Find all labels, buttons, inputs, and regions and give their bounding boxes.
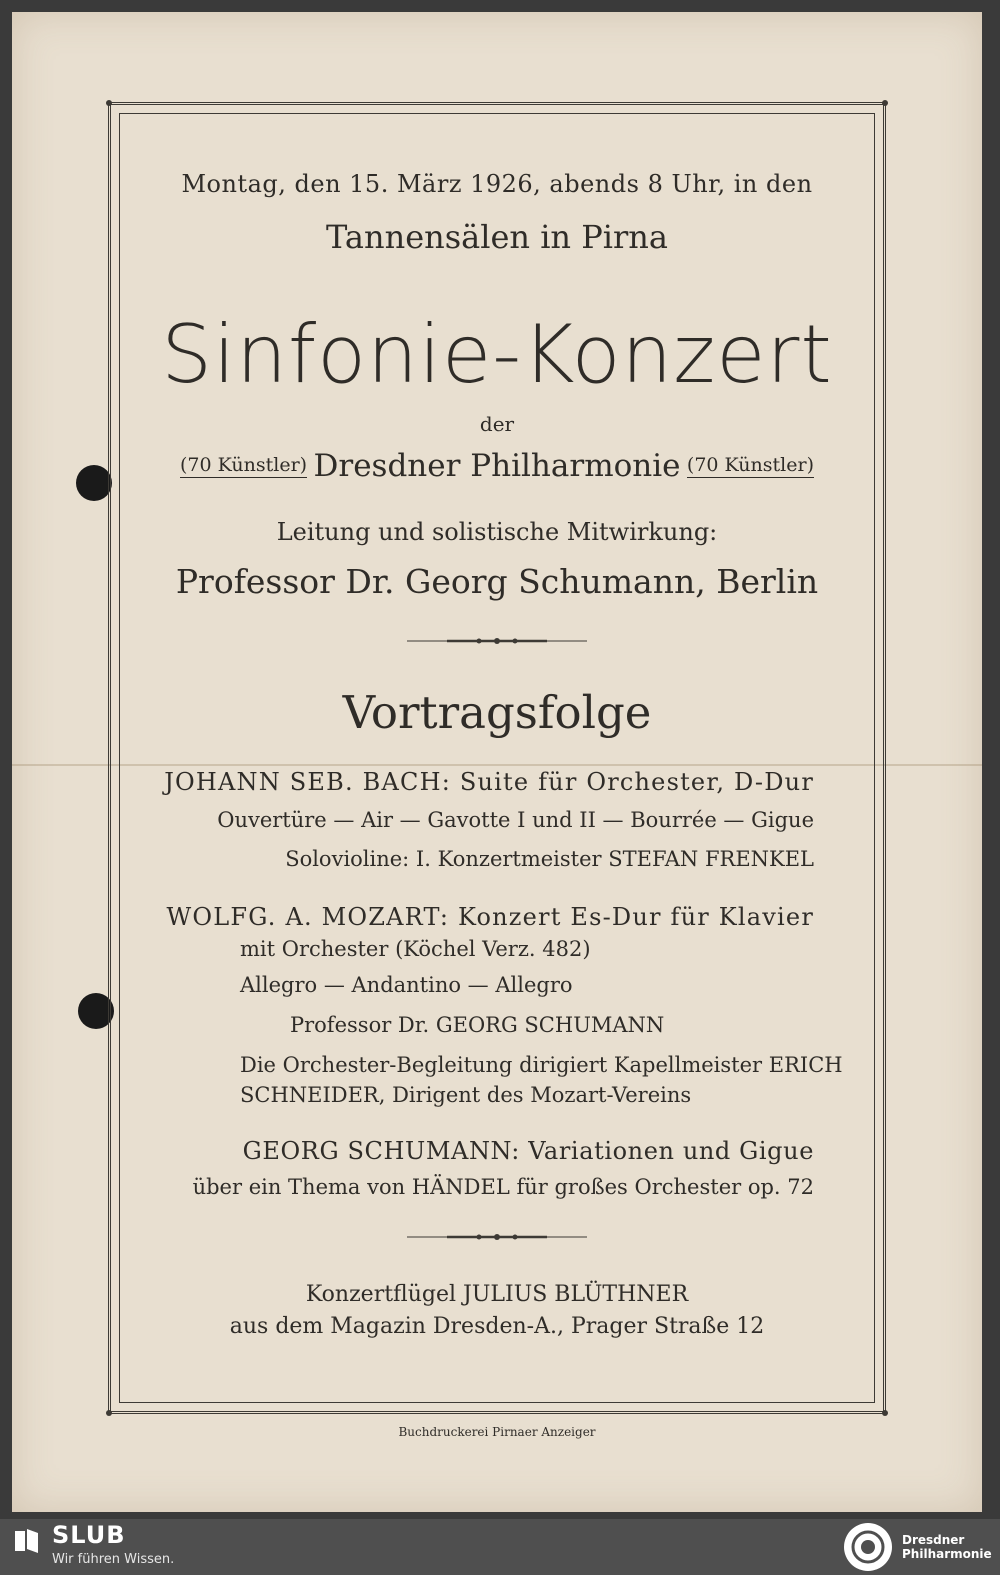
work-continuation: mit Orchester (Köchel Verz. 482)	[240, 937, 591, 961]
orchestra-note-right: (70 Künstler)	[686, 454, 814, 476]
orchestra-name: Dresdner Philharmonie	[313, 448, 681, 484]
composer-line: WOLFG. A. MOZART: Konzert Es-Dur für Klavier	[166, 903, 814, 931]
program-entry-mozart	[166, 903, 843, 1113]
composer-line: GEORG SCHUMANN: Variationen und Gigue	[242, 1137, 814, 1165]
ornament-divider-icon	[407, 636, 587, 646]
movements-line: Ouvertüre — Air — Gavotte I und II — Bourrée — Gigue	[217, 808, 814, 832]
concert-title: Sinfonie-Konzert	[161, 308, 833, 401]
program-heading: Vortragsfolge	[342, 686, 652, 739]
note-line: SCHNEIDER, Dirigent des Mozart-Vereins	[240, 1083, 692, 1107]
venue: Tannensälen in Pirna	[326, 218, 668, 256]
note-line: Die Orchester-Begleitung dirigiert Kapellmeister ERICH	[240, 1053, 843, 1077]
partner-name[interactable]: Dresdner Philharmonie	[902, 1533, 992, 1561]
slub-logo-icon[interactable]	[12, 1525, 42, 1555]
ornament-divider-icon	[407, 1232, 587, 1242]
program-entry-schumann	[180, 1137, 814, 1207]
slub-tagline: Wir führen Wissen.	[52, 1552, 175, 1567]
date-line: Montag, den 15. März 1926, abends 8 Uhr, in den	[181, 170, 813, 198]
piano-address-line: aus dem Magazin Dresden-A., Prager Straße 12	[229, 1314, 765, 1339]
soloist-line: Professor Dr. GEORG SCHUMANN	[290, 1013, 665, 1037]
program-content	[12, 0, 982, 1500]
orchestra-row	[180, 448, 814, 488]
movements-line: Allegro — Andantino — Allegro	[240, 973, 573, 997]
dresdner-philharmonie-logo-icon[interactable]	[842, 1521, 894, 1573]
composer-line: JOHANN SEB. BACH: Suite für Orchester, D-Dur	[164, 768, 814, 796]
slub-name[interactable]: SLUB	[52, 1521, 126, 1549]
piano-credit-line: Konzertflügel JULIUS BLÜTHNER	[305, 1282, 689, 1307]
printer-credit: Buchdruckerei Pirnaer Anzeiger	[398, 1425, 596, 1439]
conductor-name: Professor Dr. Georg Schumann, Berlin	[175, 562, 819, 601]
orchestra-note-left: (70 Künstler)	[180, 454, 308, 476]
work-continuation: über ein Thema von HÄNDEL für großes Orchester op. 72	[192, 1175, 814, 1199]
leadership-label: Leitung und solistische Mitwirkung:	[276, 518, 718, 546]
program-entry-bach	[164, 768, 814, 878]
footer-bar	[0, 1519, 1000, 1575]
der-label: der	[479, 412, 515, 436]
soloist-line: Solovioline: I. Konzertmeister STEFAN FRENKEL	[285, 847, 814, 871]
